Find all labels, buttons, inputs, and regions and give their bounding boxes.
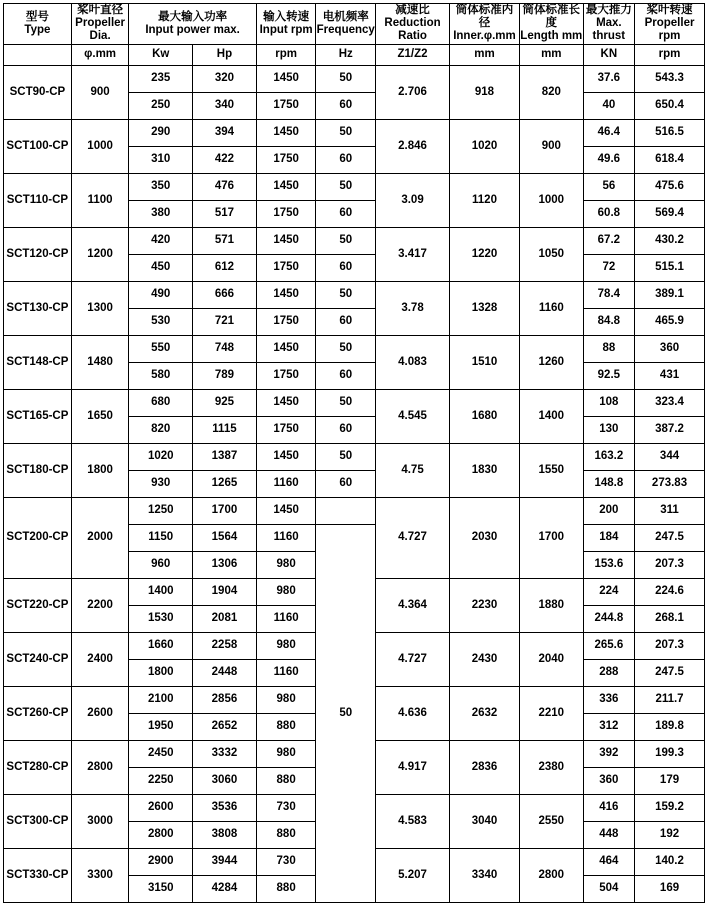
cell-input-rpm: 1450	[256, 497, 316, 524]
cell-max-thrust: 392	[583, 740, 634, 767]
header-type: 型号 Type	[4, 4, 72, 45]
cell-input-rpm: 980	[256, 551, 316, 578]
cell-hp: 2448	[193, 659, 257, 686]
cell-inner-diameter: 1220	[450, 227, 520, 281]
unit-dia: φ.mm	[71, 44, 129, 65]
cell-kw: 2100	[129, 686, 193, 713]
cell-hp: 748	[193, 335, 257, 362]
cell-input-rpm: 980	[256, 632, 316, 659]
cell-input-rpm: 1160	[256, 659, 316, 686]
cell-model: SCT148-CP	[4, 335, 72, 389]
cell-propeller-dia: 1300	[71, 281, 129, 335]
cell-input-rpm: 980	[256, 578, 316, 605]
cell-inner-diameter: 1510	[450, 335, 520, 389]
cell-hp: 517	[193, 200, 257, 227]
cell-length: 1050	[519, 227, 583, 281]
cell-length: 1700	[519, 497, 583, 578]
cell-input-rpm: 1750	[256, 254, 316, 281]
cell-kw: 1530	[129, 605, 193, 632]
cell-kw: 235	[129, 65, 193, 92]
cell-reduction-ratio: 5.207	[376, 848, 450, 902]
cell-hp: 925	[193, 389, 257, 416]
cell-propeller-dia: 2200	[71, 578, 129, 632]
table-row	[4, 65, 705, 92]
cell-kw: 1150	[129, 524, 193, 551]
cell-input-rpm: 980	[256, 740, 316, 767]
cell-frequency: 60	[316, 362, 376, 389]
cell-hp: 4284	[193, 875, 257, 902]
cell-input-rpm: 730	[256, 848, 316, 875]
cell-frequency-merged: 50	[316, 524, 376, 902]
cell-kw: 350	[129, 173, 193, 200]
cell-frequency: 50	[316, 119, 376, 146]
cell-propeller-rpm: 247.5	[635, 524, 705, 551]
cell-propeller-dia: 1480	[71, 335, 129, 389]
cell-inner-diameter: 918	[450, 65, 520, 119]
cell-propeller-dia: 900	[71, 65, 129, 119]
cell-model: SCT90-CP	[4, 65, 72, 119]
cell-propeller-rpm: 224.6	[635, 578, 705, 605]
cell-reduction-ratio: 3.09	[376, 173, 450, 227]
cell-model: SCT180-CP	[4, 443, 72, 497]
cell-model: SCT110-CP	[4, 173, 72, 227]
cell-model: SCT120-CP	[4, 227, 72, 281]
cell-frequency: 50	[316, 173, 376, 200]
cell-input-rpm: 880	[256, 713, 316, 740]
cell-propeller-rpm: 140.2	[635, 848, 705, 875]
cell-max-thrust: 67.2	[583, 227, 634, 254]
cell-kw: 2450	[129, 740, 193, 767]
cell-frequency: 60	[316, 470, 376, 497]
cell-frequency: 60	[316, 254, 376, 281]
cell-propeller-rpm: 389.1	[635, 281, 705, 308]
cell-propeller-dia: 2000	[71, 497, 129, 578]
cell-max-thrust: 416	[583, 794, 634, 821]
cell-input-rpm: 1450	[256, 65, 316, 92]
cell-hp: 320	[193, 65, 257, 92]
cell-kw: 290	[129, 119, 193, 146]
cell-model: SCT330-CP	[4, 848, 72, 902]
cell-length: 2380	[519, 740, 583, 794]
cell-kw: 2250	[129, 767, 193, 794]
cell-propeller-dia: 2400	[71, 632, 129, 686]
cell-propeller-rpm: 650.4	[635, 92, 705, 119]
cell-frequency: 60	[316, 416, 376, 443]
cell-reduction-ratio: 3.417	[376, 227, 450, 281]
cell-kw: 1250	[129, 497, 193, 524]
cell-reduction-ratio: 4.636	[376, 686, 450, 740]
cell-hp: 2081	[193, 605, 257, 632]
unit-prop-rpm: rpm	[635, 44, 705, 65]
cell-max-thrust: 312	[583, 713, 634, 740]
unit-inner: mm	[450, 44, 520, 65]
cell-propeller-rpm: 192	[635, 821, 705, 848]
cell-propeller-rpm: 344	[635, 443, 705, 470]
cell-reduction-ratio: 4.75	[376, 443, 450, 497]
cell-frequency: 60	[316, 308, 376, 335]
cell-max-thrust: 244.8	[583, 605, 634, 632]
cell-kw: 3150	[129, 875, 193, 902]
cell-max-thrust: 148.8	[583, 470, 634, 497]
cell-max-thrust: 46.4	[583, 119, 634, 146]
table-row	[4, 227, 705, 254]
cell-length: 2040	[519, 632, 583, 686]
cell-hp: 3536	[193, 794, 257, 821]
unit-input-rpm: rpm	[256, 44, 316, 65]
cell-input-rpm: 730	[256, 794, 316, 821]
cell-model: SCT300-CP	[4, 794, 72, 848]
cell-input-rpm: 1450	[256, 227, 316, 254]
cell-propeller-rpm: 199.3	[635, 740, 705, 767]
cell-max-thrust: 448	[583, 821, 634, 848]
cell-inner-diameter: 3040	[450, 794, 520, 848]
cell-inner-diameter: 1680	[450, 389, 520, 443]
cell-hp: 422	[193, 146, 257, 173]
cell-propeller-rpm: 543.3	[635, 65, 705, 92]
cell-reduction-ratio: 4.083	[376, 335, 450, 389]
header-input-power: 最大输入功率 Input power max.	[129, 4, 256, 45]
cell-length: 900	[519, 119, 583, 173]
cell-max-thrust: 49.6	[583, 146, 634, 173]
cell-input-rpm: 1160	[256, 524, 316, 551]
header-input-rpm: 输入转速 Input rpm	[256, 4, 316, 45]
cell-max-thrust: 360	[583, 767, 634, 794]
cell-inner-diameter: 2030	[450, 497, 520, 578]
cell-model: SCT200-CP	[4, 497, 72, 578]
cell-max-thrust: 200	[583, 497, 634, 524]
cell-length: 1400	[519, 389, 583, 443]
table-row	[4, 389, 705, 416]
cell-model: SCT260-CP	[4, 686, 72, 740]
cell-input-rpm: 880	[256, 821, 316, 848]
cell-kw: 380	[129, 200, 193, 227]
cell-hp: 1265	[193, 470, 257, 497]
cell-kw: 530	[129, 308, 193, 335]
cell-hp: 612	[193, 254, 257, 281]
cell-kw: 1950	[129, 713, 193, 740]
cell-input-rpm: 1750	[256, 308, 316, 335]
cell-inner-diameter: 1830	[450, 443, 520, 497]
cell-max-thrust: 464	[583, 848, 634, 875]
cell-hp: 1904	[193, 578, 257, 605]
cell-propeller-rpm: 515.1	[635, 254, 705, 281]
header-inner-diameter: 筒体标准内径 Inner.φ.mm	[450, 4, 520, 45]
cell-hp: 3944	[193, 848, 257, 875]
header-propeller-rpm: 桨叶转速 Propeller rpm	[635, 4, 705, 45]
specification-table	[3, 3, 705, 903]
cell-propeller-rpm: 323.4	[635, 389, 705, 416]
cell-length: 2550	[519, 794, 583, 848]
cell-reduction-ratio: 2.846	[376, 119, 450, 173]
header-reduction-ratio: 减速比 Reduction Ratio	[376, 4, 450, 45]
cell-frequency: 50	[316, 227, 376, 254]
cell-max-thrust: 56	[583, 173, 634, 200]
cell-propeller-rpm: 387.2	[635, 416, 705, 443]
cell-reduction-ratio: 3.78	[376, 281, 450, 335]
cell-max-thrust: 78.4	[583, 281, 634, 308]
cell-reduction-ratio: 4.583	[376, 794, 450, 848]
cell-propeller-dia: 1650	[71, 389, 129, 443]
table-row	[4, 119, 705, 146]
cell-frequency: 60	[316, 146, 376, 173]
unit-ratio: Z1/Z2	[376, 44, 450, 65]
cell-length: 1550	[519, 443, 583, 497]
cell-propeller-rpm: 179	[635, 767, 705, 794]
cell-max-thrust: 88	[583, 335, 634, 362]
unit-type	[4, 44, 72, 65]
header-frequency: 电机频率 Frequency	[316, 4, 376, 45]
cell-kw: 310	[129, 146, 193, 173]
cell-input-rpm: 1450	[256, 389, 316, 416]
cell-propeller-rpm: 618.4	[635, 146, 705, 173]
cell-kw: 1660	[129, 632, 193, 659]
table-header	[4, 4, 705, 66]
cell-frequency: 60	[316, 92, 376, 119]
unit-length: mm	[519, 44, 583, 65]
cell-model: SCT240-CP	[4, 632, 72, 686]
cell-inner-diameter: 3340	[450, 848, 520, 902]
cell-propeller-rpm: 273.83	[635, 470, 705, 497]
cell-hp: 2652	[193, 713, 257, 740]
header-length: 筒体标准长度 Length mm	[520, 4, 583, 43]
cell-propeller-rpm: 207.3	[635, 551, 705, 578]
cell-propeller-rpm: 311	[635, 497, 705, 524]
cell-input-rpm: 1750	[256, 92, 316, 119]
cell-kw: 2900	[129, 848, 193, 875]
cell-input-rpm: 980	[256, 686, 316, 713]
cell-reduction-ratio: 4.364	[376, 578, 450, 632]
cell-propeller-rpm: 211.7	[635, 686, 705, 713]
cell-max-thrust: 336	[583, 686, 634, 713]
cell-kw: 420	[129, 227, 193, 254]
cell-inner-diameter: 1020	[450, 119, 520, 173]
cell-reduction-ratio: 4.727	[376, 497, 450, 578]
cell-input-rpm: 1450	[256, 119, 316, 146]
cell-hp: 476	[193, 173, 257, 200]
cell-hp: 1306	[193, 551, 257, 578]
cell-propeller-rpm: 360	[635, 335, 705, 362]
unit-thrust: KN	[583, 44, 634, 65]
cell-length: 820	[519, 65, 583, 119]
cell-hp: 2856	[193, 686, 257, 713]
header-row-titles	[4, 4, 705, 45]
cell-frequency: 50	[316, 281, 376, 308]
cell-hp: 571	[193, 227, 257, 254]
cell-propeller-dia: 1800	[71, 443, 129, 497]
cell-propeller-rpm: 431	[635, 362, 705, 389]
cell-reduction-ratio: 4.545	[376, 389, 450, 443]
cell-propeller-dia: 3000	[71, 794, 129, 848]
cell-frequency	[316, 497, 376, 524]
cell-max-thrust: 224	[583, 578, 634, 605]
table-row	[4, 443, 705, 470]
cell-max-thrust: 84.8	[583, 308, 634, 335]
cell-input-rpm: 1750	[256, 362, 316, 389]
cell-max-thrust: 108	[583, 389, 634, 416]
cell-input-rpm: 1450	[256, 335, 316, 362]
cell-input-rpm: 1750	[256, 200, 316, 227]
cell-inner-diameter: 2430	[450, 632, 520, 686]
cell-kw: 1400	[129, 578, 193, 605]
cell-kw: 960	[129, 551, 193, 578]
cell-hp: 340	[193, 92, 257, 119]
cell-propeller-rpm: 207.3	[635, 632, 705, 659]
cell-model: SCT165-CP	[4, 389, 72, 443]
cell-propeller-dia: 1200	[71, 227, 129, 281]
cell-kw: 930	[129, 470, 193, 497]
cell-kw: 1020	[129, 443, 193, 470]
cell-length: 2210	[519, 686, 583, 740]
table-row	[4, 335, 705, 362]
header-propeller-dia: 桨叶直径 Propeller Dia.	[71, 4, 129, 45]
cell-propeller-rpm: 159.2	[635, 794, 705, 821]
cell-max-thrust: 92.5	[583, 362, 634, 389]
unit-kw: Kw	[129, 44, 193, 65]
cell-frequency: 60	[316, 200, 376, 227]
unit-hp: Hp	[193, 44, 257, 65]
cell-hp: 1700	[193, 497, 257, 524]
unit-frequency: Hz	[316, 44, 376, 65]
cell-hp: 1387	[193, 443, 257, 470]
cell-length: 1160	[519, 281, 583, 335]
cell-input-rpm: 1450	[256, 443, 316, 470]
cell-kw: 820	[129, 416, 193, 443]
cell-reduction-ratio: 4.917	[376, 740, 450, 794]
cell-length: 2800	[519, 848, 583, 902]
cell-inner-diameter: 2230	[450, 578, 520, 632]
cell-propeller-dia: 2600	[71, 686, 129, 740]
cell-kw: 580	[129, 362, 193, 389]
cell-kw: 550	[129, 335, 193, 362]
table-row	[4, 497, 705, 524]
cell-frequency: 50	[316, 389, 376, 416]
cell-hp: 3808	[193, 821, 257, 848]
cell-kw: 680	[129, 389, 193, 416]
cell-hp: 3060	[193, 767, 257, 794]
cell-kw: 2800	[129, 821, 193, 848]
cell-input-rpm: 1160	[256, 605, 316, 632]
cell-kw: 2600	[129, 794, 193, 821]
table-row	[4, 173, 705, 200]
cell-max-thrust: 265.6	[583, 632, 634, 659]
cell-propeller-rpm: 516.5	[635, 119, 705, 146]
cell-propeller-rpm: 189.8	[635, 713, 705, 740]
cell-propeller-dia: 1000	[71, 119, 129, 173]
cell-propeller-dia: 3300	[71, 848, 129, 902]
cell-propeller-rpm: 465.9	[635, 308, 705, 335]
cell-frequency: 50	[316, 65, 376, 92]
cell-model: SCT280-CP	[4, 740, 72, 794]
cell-max-thrust: 40	[583, 92, 634, 119]
cell-hp: 394	[193, 119, 257, 146]
table-body	[4, 65, 705, 902]
cell-hp: 789	[193, 362, 257, 389]
cell-propeller-rpm: 430.2	[635, 227, 705, 254]
cell-model: SCT220-CP	[4, 578, 72, 632]
cell-kw: 1800	[129, 659, 193, 686]
header-max-thrust: 最大推力 Max. thrust	[583, 4, 634, 45]
cell-max-thrust: 130	[583, 416, 634, 443]
cell-inner-diameter: 2632	[450, 686, 520, 740]
cell-inner-diameter: 2836	[450, 740, 520, 794]
cell-input-rpm: 880	[256, 875, 316, 902]
cell-max-thrust: 37.6	[583, 65, 634, 92]
cell-max-thrust: 153.6	[583, 551, 634, 578]
cell-input-rpm: 1450	[256, 173, 316, 200]
cell-max-thrust: 163.2	[583, 443, 634, 470]
cell-hp: 721	[193, 308, 257, 335]
cell-reduction-ratio: 2.706	[376, 65, 450, 119]
header-row-units	[4, 44, 705, 65]
cell-input-rpm: 880	[256, 767, 316, 794]
cell-propeller-rpm: 268.1	[635, 605, 705, 632]
cell-propeller-dia: 1100	[71, 173, 129, 227]
cell-length: 1880	[519, 578, 583, 632]
cell-propeller-rpm: 569.4	[635, 200, 705, 227]
cell-max-thrust: 184	[583, 524, 634, 551]
cell-length: 1000	[519, 173, 583, 227]
cell-max-thrust: 504	[583, 875, 634, 902]
cell-hp: 2258	[193, 632, 257, 659]
cell-propeller-rpm: 247.5	[635, 659, 705, 686]
cell-length: 1260	[519, 335, 583, 389]
cell-inner-diameter: 1120	[450, 173, 520, 227]
table-row	[4, 281, 705, 308]
cell-max-thrust: 288	[583, 659, 634, 686]
cell-input-rpm: 1750	[256, 146, 316, 173]
cell-hp: 666	[193, 281, 257, 308]
cell-input-rpm: 1750	[256, 416, 316, 443]
cell-hp: 3332	[193, 740, 257, 767]
cell-kw: 450	[129, 254, 193, 281]
cell-propeller-dia: 2800	[71, 740, 129, 794]
cell-propeller-rpm: 169	[635, 875, 705, 902]
cell-kw: 490	[129, 281, 193, 308]
cell-hp: 1115	[193, 416, 257, 443]
cell-max-thrust: 72	[583, 254, 634, 281]
cell-input-rpm: 1450	[256, 281, 316, 308]
cell-inner-diameter: 1328	[450, 281, 520, 335]
cell-model: SCT100-CP	[4, 119, 72, 173]
cell-frequency: 50	[316, 443, 376, 470]
cell-kw: 250	[129, 92, 193, 119]
cell-input-rpm: 1160	[256, 470, 316, 497]
cell-frequency: 50	[316, 335, 376, 362]
cell-max-thrust: 60.8	[583, 200, 634, 227]
cell-reduction-ratio: 4.727	[376, 632, 450, 686]
cell-hp: 1564	[193, 524, 257, 551]
cell-model: SCT130-CP	[4, 281, 72, 335]
cell-propeller-rpm: 475.6	[635, 173, 705, 200]
